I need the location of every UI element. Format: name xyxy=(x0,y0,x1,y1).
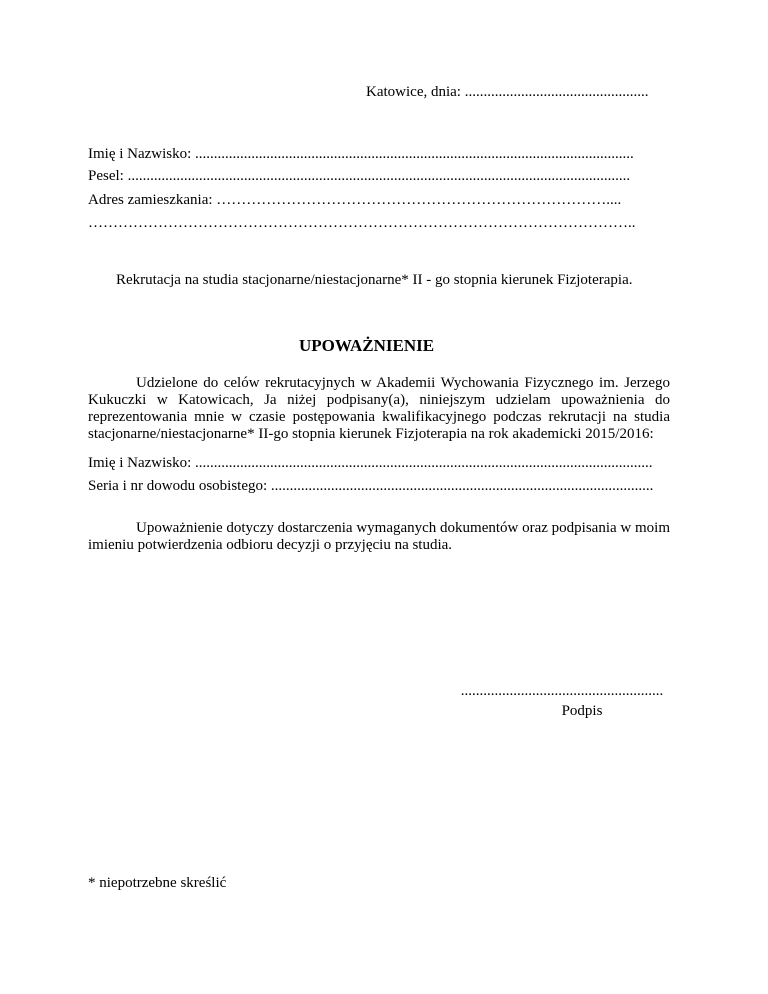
applicant-address-continuation: ……………………………………………………………………………………………….. xyxy=(88,215,636,231)
scope-paragraph: Upoważnienie dotyczy dostarczenia wymaganych dokumentów oraz podpisania w moim imieniu potwierdzenia odbioru decyzji o przyjęciu na studia. xyxy=(88,520,671,553)
applicant-pesel-line: Pesel: ...................................................................................................................................... xyxy=(88,168,631,184)
footnote: * niepotrzebne skreślić xyxy=(88,875,227,891)
proxy-id-line: Seria i nr dowodu osobistego: ...................................................................................................... xyxy=(88,478,654,494)
signature-block xyxy=(456,683,668,720)
applicant-name-line: Imię i Nazwisko: ..................................................................................................................... xyxy=(88,146,634,162)
signature-line: ...................................................... xyxy=(460,683,664,699)
signature-label: Podpis xyxy=(561,703,603,719)
proxy-name-line: Imię i Nazwisko: .......................................................................................................................... xyxy=(88,455,653,471)
applicant-address-line: Adres zamieszkania: …………………………………………………………………….... xyxy=(88,192,622,208)
recruitment-line: Rekrutacja na studia stacjonarne/niestacjonarne* II - go stopnia kierunek Fizjoterapia. xyxy=(116,272,633,288)
place-date-line: Katowice, dnia: ................................................. xyxy=(366,84,649,100)
document-title: UPOWAŻNIENIE xyxy=(299,336,435,355)
authorization-paragraph: Udzielone do celów rekrutacyjnych w Akademii Wychowania Fizycznego im. Jerzego Kukuczki w Katowicach, Ja niżej podpisany(a), niniejszym udzielam upoważnienia do reprezentowania mnie w czasie postępowania kwalifikacyjnego podczas rekrutacji na studia stacjonarne/niestacjonarne* II-go stopnia kierunek Fizjoterapia na rok akademicki 2015/2016: xyxy=(88,375,670,442)
